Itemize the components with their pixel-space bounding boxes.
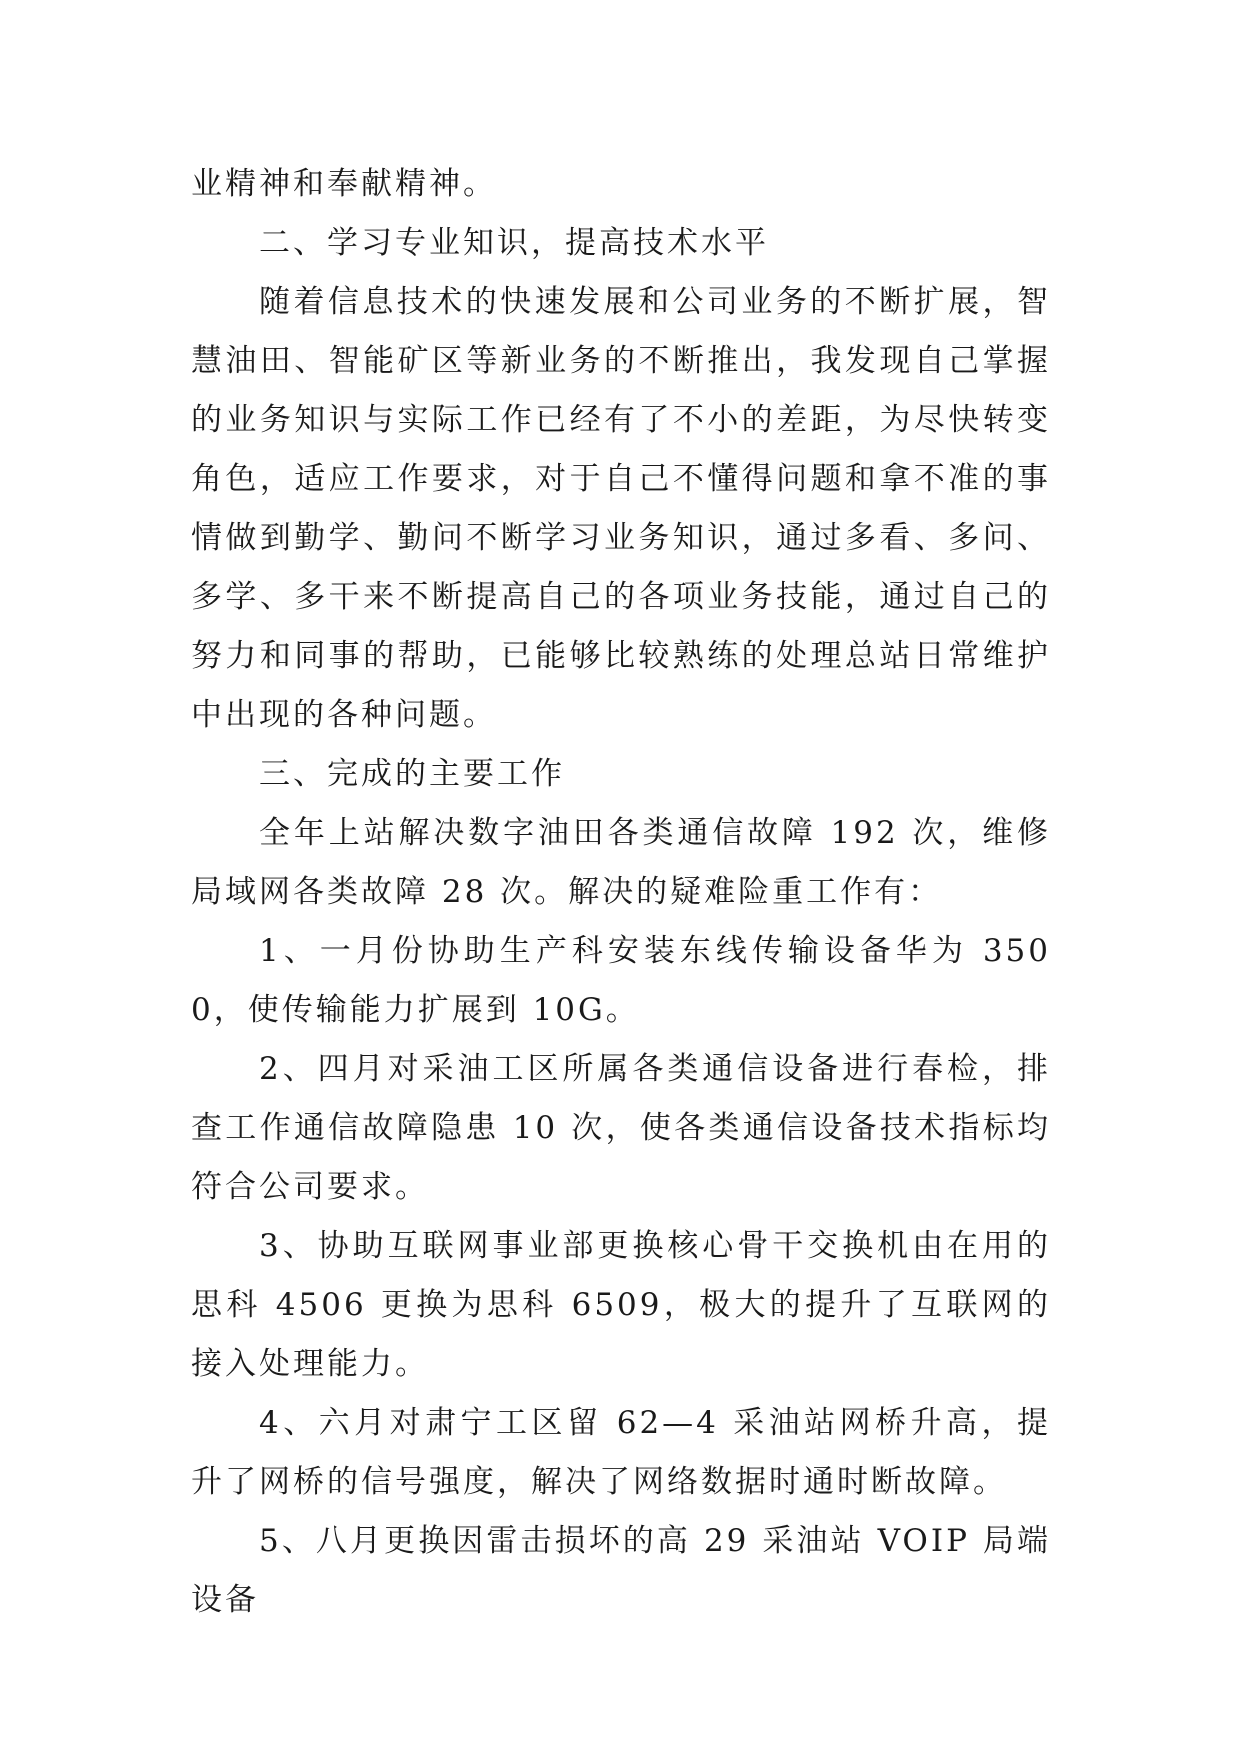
document-body: [191, 155, 1051, 1630]
list-item-4: 4、六月对肃宁工区留 62—4 采油站网桥升高，提升了网桥的信号强度，解决了网络数据时通时断故障。: [191, 1405, 1051, 1500]
list-item-3: 3、协助互联网事业部更换核心骨干交换机由在用的思科 4506 更换为思科 6509，极大的提升了互联网的接入处理能力。: [191, 1228, 1051, 1382]
paragraph-summary: 全年上站解决数字油田各类通信故障 192 次，维修局域网各类故障 28 次。解决的疑难险重工作有：: [191, 815, 1051, 910]
paragraph-continuation: 业精神和奉献精神。: [191, 166, 497, 202]
paragraph-learning: 随着信息技术的快速发展和公司业务的不断扩展，智慧油田、智能矿区等新业务的不断推出，我发现自己掌握的业务知识与实际工作已经有了不小的差距，为尽快转变角色，适应工作要求，对于自己不懂得问题和拿不准的事情做到勤学、勤问不断学习业务知识，通过多看、多问、多学、多干来不断提高自己的各项业务技能，通过自己的努力和同事的帮助，已能够比较熟练的处理总站日常维护中出现的各种问题。: [191, 284, 1051, 733]
list-item-5: 5、八月更换因雷击损坏的高 29 采油站 VOIP 局端设备: [191, 1523, 1051, 1618]
section-heading-3: 三、完成的主要工作: [259, 756, 565, 792]
section-heading-2: 二、学习专业知识，提高技术水平: [259, 225, 769, 261]
list-item-1: 1、一月份协助生产科安装东线传输设备华为 3500，使传输能力扩展到 10G。: [191, 933, 1051, 1028]
list-item-2: 2、四月对采油工区所属各类通信设备进行春检，排查工作通信故障隐患 10 次，使各类通信设备技术指标均符合公司要求。: [191, 1051, 1051, 1205]
